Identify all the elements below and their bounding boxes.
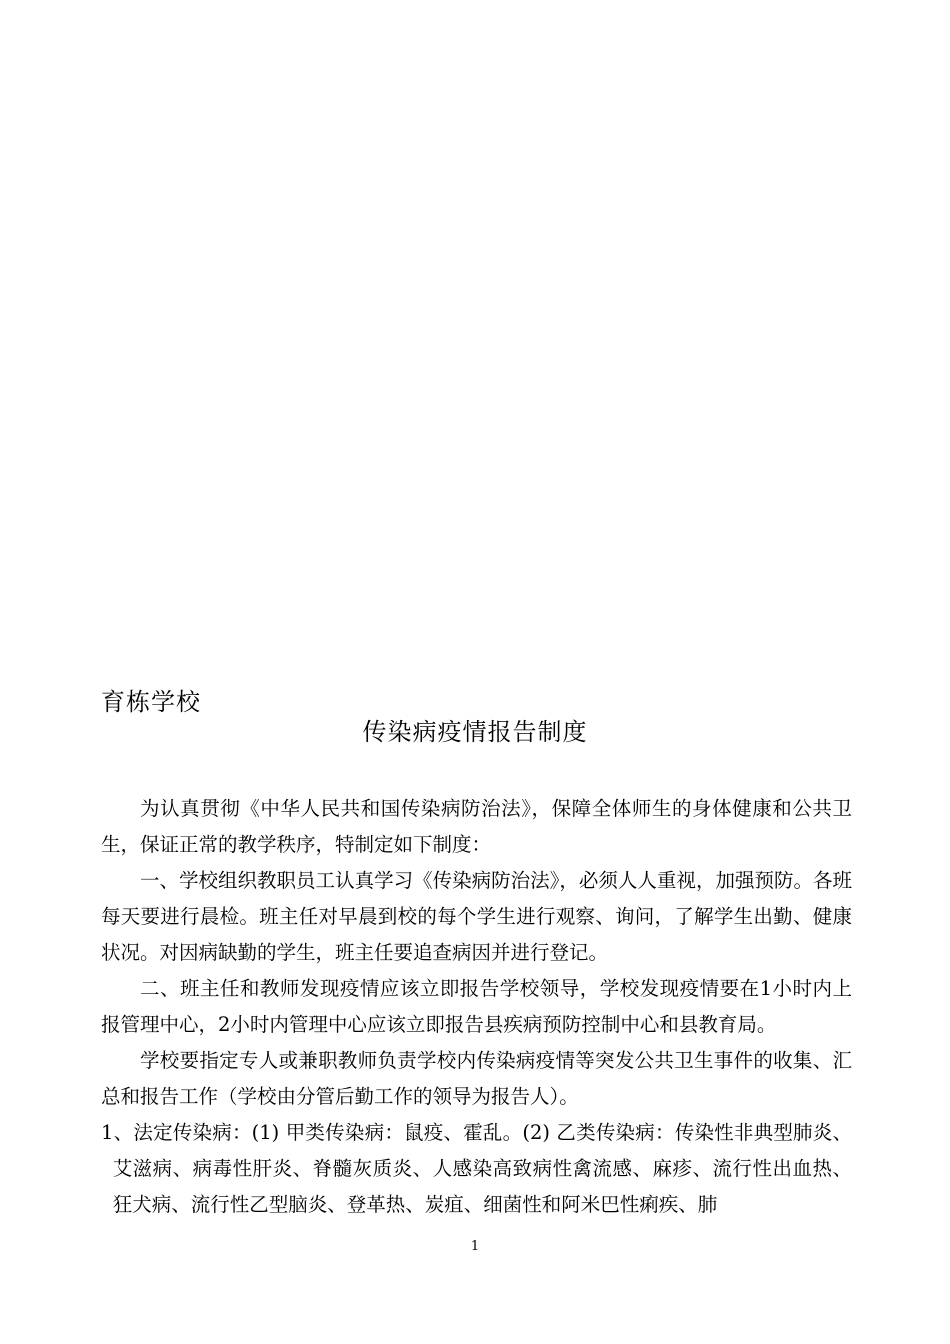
list-item-notifiable-diseases: 1、法定传染病：(1) 甲类传染病：鼠疫、霍乱。(2) 乙类传染病：传染性非典型肺炎、艾滋病、病毒性肝炎、脊髓灰质炎、人感染高致病性禽流感、麻疹、流行性出血热、狂犬病、流行性乙型脑炎、登革热、炭疽、细菌性和阿米巴性痢疾、肺 xyxy=(101,1121,852,1216)
paragraph-reporter: 学校要指定专人或兼职教师负责学校内传染病疫情等突发公共卫生事件的收集、汇总和报告工作（学校由分管后勤工作的领导为报告人）。 xyxy=(101,1049,852,1108)
paragraph-intro: 为认真贯彻《中华人民共和国传染病防治法》，保障全体师生的身体健康和公共卫生，保证正常的教学秩序，特制定如下制度： xyxy=(101,797,852,856)
school-name: 育栋学校 xyxy=(101,688,201,716)
page-number: 1 xyxy=(470,1239,480,1254)
document-title: 传染病疫情报告制度 xyxy=(362,718,588,746)
document-body xyxy=(101,791,852,1223)
paragraph-item-1: 一、学校组织教职员工认真学习《传染病防治法》，必须人人重视，加强预防。各班每天要进行晨检。班主任对早晨到校的每个学生进行观察、询问，了解学生出勤、健康状况。对因病缺勤的学生，班主任要追查病因并进行登记。 xyxy=(101,869,852,964)
paragraph-item-2: 二、班主任和教师发现疫情应该立即报告学校领导，学校发现疫情要在1小时内上报管理中心，2小时内管理中心应该立即报告县疾病预防控制中心和县教育局。 xyxy=(101,977,852,1036)
